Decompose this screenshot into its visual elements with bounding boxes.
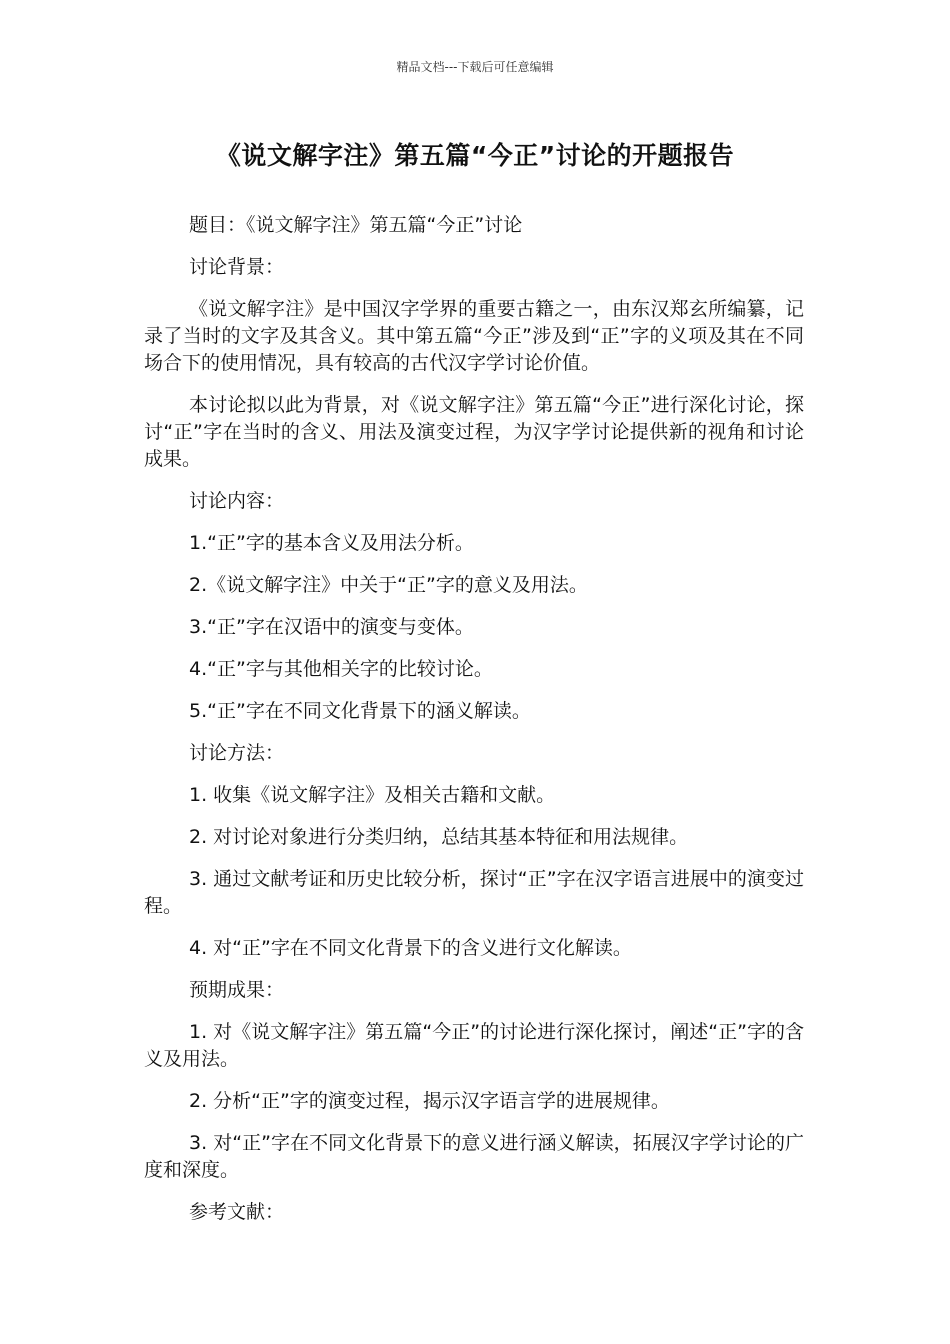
content-item-2: 2.《说文解字注》中关于“正”字的意义及用法。 [189,574,588,596]
page-header: 精品文档---下载后可任意编辑 [396,60,554,74]
document-title: 《说文解字注》第五篇“今正”讨论的开题报告 [215,141,735,170]
outcome-item-3: 3. 对“正”字在不同文化背景下的意义进行涵义解读，拓展汉字学讨论的广度和深度。 [144,1132,804,1181]
outcome-item-1: 1. 对《说文解字注》第五篇“今正”的讨论进行深化探讨，阐述“正”字的含义及用法。 [144,1021,804,1070]
method-item-4: 4. 对“正”字在不同文化背景下的含义进行文化解读。 [189,937,632,959]
method-item-1: 1. 收集《说文解字注》及相关古籍和文献。 [189,784,556,806]
section-heading-content: 讨论内容： [189,490,285,512]
background-paragraph-1: 《说文解字注》是中国汉字学界的重要古籍之一，由东汉郑玄所编纂，记录了当时的文字及其含义。其中第五篇“今正”涉及到“正”字的义项及其在不同场合下的使用情况，具有较高的古代汉字学讨论价值。 [144,298,804,374]
content-item-5: 5.“正”字在不同文化背景下的涵义解读。 [189,700,531,722]
topic-line: 题目：《说文解字注》第五篇“今正”讨论 [189,214,523,236]
background-paragraph-2: 本讨论拟以此为背景，对《说文解字注》第五篇“今正”进行深化讨论，探讨“正”字在当时的含义、用法及演变过程，为汉字学讨论提供新的视角和讨论成果。 [144,394,804,470]
content-item-1: 1.“正”字的基本含义及用法分析。 [189,532,474,554]
method-item-3: 3. 通过文献考证和历史比较分析，探讨“正”字在汉字语言进展中的演变过程。 [144,868,804,917]
content-item-3: 3.“正”字在汉语中的演变与变体。 [189,616,474,638]
method-item-2: 2. 对讨论对象进行分类归纳，总结其基本特征和用法规律。 [189,826,689,848]
section-heading-references: 参考文献： [189,1201,285,1223]
section-heading-background: 讨论背景： [189,256,285,278]
section-heading-outcomes: 预期成果： [189,979,285,1001]
section-heading-methods: 讨论方法： [189,742,285,764]
content-item-4: 4.“正”字与其他相关字的比较讨论。 [189,658,493,680]
outcome-item-2: 2. 分析“正”字的演变过程，揭示汉字语言学的进展规律。 [189,1090,670,1112]
document-body [144,212,804,1241]
